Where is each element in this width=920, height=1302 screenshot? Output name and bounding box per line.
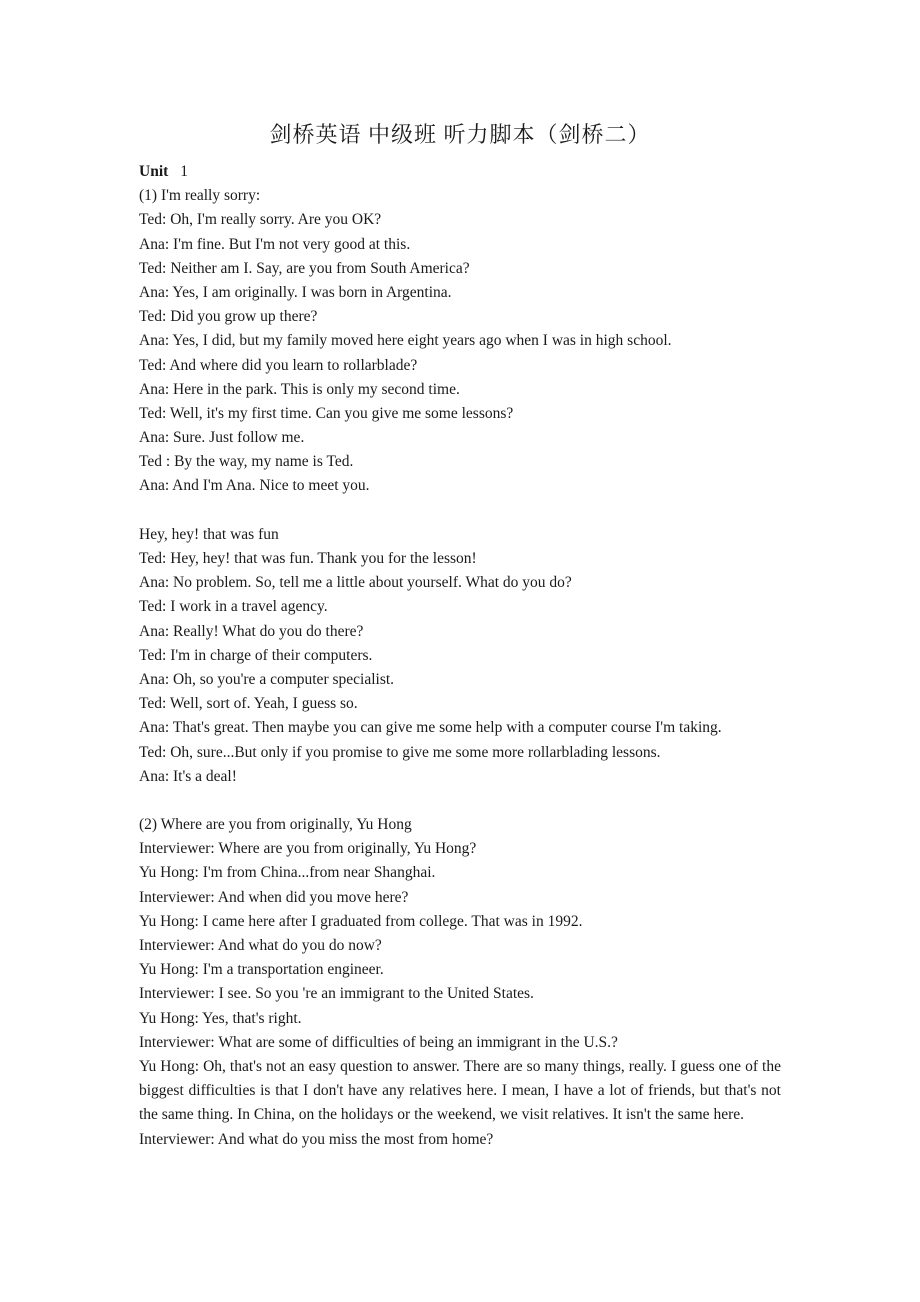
blank-line [139,499,781,523]
dialogue-line: Interviewer: And when did you move here? [139,888,409,906]
unit-number: 1 [180,163,189,180]
dialogue-line: Ted: And where did you learn to rollarblade? [139,356,418,374]
section-heading: Hey, hey! that was fun [139,525,279,543]
dialogue-block-2 [139,547,781,789]
transcript-body [139,160,781,1152]
dialogue-line: Yu Hong: I'm a transportation engineer. [139,961,384,979]
dialogue-line: Ana: Yes, I am originally. I was born in Argentina. [139,283,452,301]
unit-heading [139,160,781,184]
dialogue-line: Interviewer: I see. So you 're an immigrant to the United States. [139,985,534,1003]
dialogue-line: Ana: Yes, I did, but my family moved here eight years ago when I was in high school. [139,332,672,350]
section-heading: (2) Where are you from originally, Yu Hong [139,816,412,834]
dialogue-line: Yu Hong: I came here after I graduated from college. That was in 1992. [139,912,583,930]
dialogue-line: Ana: It's a deal! [139,767,237,785]
dialogue-line: Ana: Really! What do you do there? [139,622,364,640]
dialogue-line: Ted: Oh, I'm really sorry. Are you OK? [139,211,382,229]
dialogue-line: Ted : By the way, my name is Ted. [139,453,354,471]
dialogue-block-1 [139,208,781,498]
dialogue-line: Ana: And I'm Ana. Nice to meet you. [139,477,370,495]
dialogue-line: Ted: Did you grow up there? [139,308,318,326]
section-heading: (1) I'm really sorry: [139,187,261,205]
dialogue-line: Ted: Well, it's my first time. Can you give me some lessons? [139,404,514,422]
dialogue-line: Ted: I'm in charge of their computers. [139,646,373,664]
dialogue-line: Interviewer: And what do you do now? [139,937,382,954]
blank-line [139,789,781,813]
dialogue-line: Yu Hong: Yes, that's right. [139,1009,302,1027]
dialogue-line: Ana: Sure. Just follow me. [139,429,305,447]
dialogue-line: Ana: No problem. So, tell me a little about yourself. What do you do? [139,574,572,592]
dialogue-line: Interviewer: Where are you from originally, Yu Hong? [139,840,477,858]
dialogue-line: Ted: Hey, hey! that was fun. Thank you for the lesson! [139,550,477,567]
dialogue-line: Interviewer: What are some of difficulties of being an immigrant in the U.S.? [139,1033,618,1051]
dialogue-line: Yu Hong: I'm from China...from near Shanghai. [139,864,436,882]
dialogue-line: Ted: Neither am I. Say, are you from South America? [139,259,470,277]
dialogue-line: Ana: That's great. Then maybe you can give me some help with a computer course I'm taking. [139,719,722,737]
unit-label: Unit [139,163,169,180]
dialogue-line: Ana: Here in the park. This is only my second time. [139,380,460,398]
dialogue-line: Ana: Oh, so you're a computer specialist. [139,670,395,688]
dialogue-block-3 [139,837,781,1151]
dialogue-line: Ted: Oh, sure...But only if you promise to give me some more rollarblading lessons. [139,743,661,761]
dialogue-line: Interviewer: And what do you miss the most from home? [139,1130,494,1148]
dialogue-line: Ted: I work in a travel agency. [139,598,328,616]
page-title: 剑桥英语 中级班 听力脚本（剑桥二） [269,122,651,147]
dialogue-line: Ana: I'm fine. But I'm not very good at this. [139,235,411,253]
dialogue-paragraph: Yu Hong: Oh, that's not an easy question to answer. There are so many things, really. I guess one of the biggest difficulties is that I don't have any relatives here. I mean, I have a lot of friends, but that's not the same thing. In China, on the holidays or the weekend, we visit relatives. It isn't the same here. [139,1057,781,1124]
dialogue-line: Ted: Well, sort of. Yeah, I guess so. [139,695,358,713]
